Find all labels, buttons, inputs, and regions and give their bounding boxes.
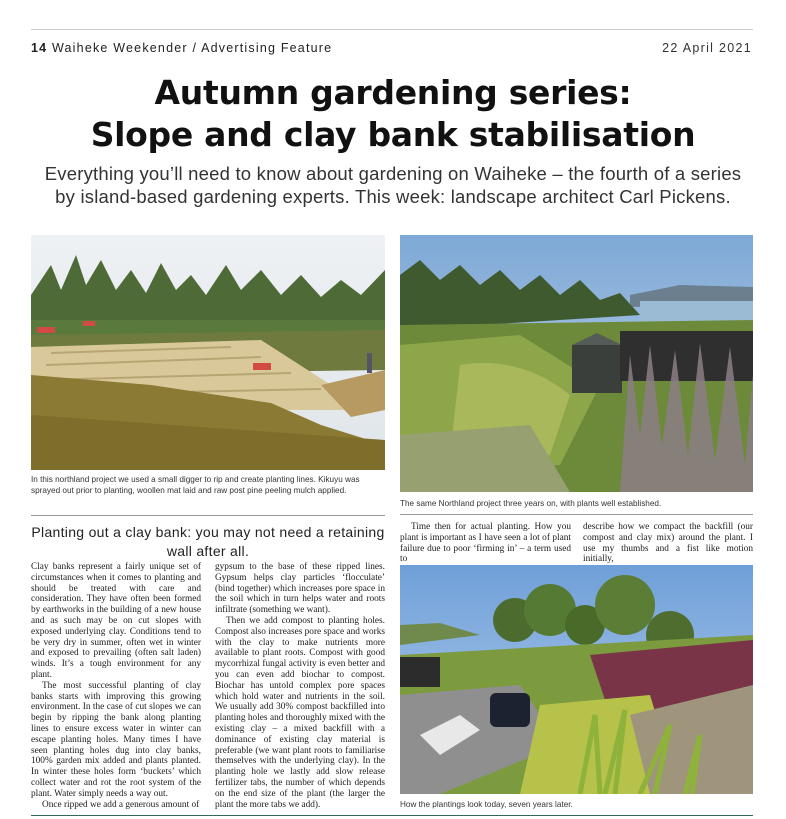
photo-three-years-on-image: [400, 235, 753, 492]
issue-date: 22 April 2021: [662, 41, 752, 55]
photo-clay-bank-ripped-image: [31, 235, 385, 470]
caption-rule-right: [400, 514, 753, 515]
paragraph: Clay banks represent a fairly unique set of circumstances when it comes to planting and should be treated with care and consideration. They have often been formed by earthworks in the building of a new house and as such may be on cut slopes with exposed underlying clay. Conditions tend to be very dry in summer, often wet in winter and exposed to prevailing (often salt laden) winds. It’s a tough environment for any plant.: [31, 562, 201, 680]
photo-2-caption: The same Northland project three years on, with plants well established.: [400, 499, 662, 508]
body-column-3: [400, 522, 571, 565]
paragraph: Then we add compost to planting holes. Compost also increases pore space and works with the clay to make nutrients more available to plant roots. Compost with good mycorrhizal fungal activity is even better and you can even add biochar to compost. Biochar has untold complex pore spaces which hold water and nutrients in the soil. We usually add 30% compost backfilled into planting holes and thoroughly mixed with the existing clay – a mixed backfill with a dominance of existing clay material is preferable (we want plant roots to familiarise themselves with the underlying clay). In the planting hole we lastly add slow release fertilizer tabs, the number of which depends on the end size of the plant (the larger the plant the more tabs we add).: [215, 615, 385, 810]
body-column-4: [583, 522, 753, 565]
headline-line-1: Autumn gardening series:: [154, 73, 632, 112]
headline-line-2: Slope and clay bank stabilisation: [90, 115, 696, 154]
standfirst-line-1: Everything you’ll need to know about gardening on Waiheke – the fourth of a series: [44, 163, 742, 184]
paragraph: Time then for actual planting. How you plant is important as I have seen a lot of plant failure due to poor ‘firming in’ – a term used to: [400, 522, 571, 565]
section-name: Advertising Feature: [201, 41, 333, 55]
photo-1-caption: In this northland project we used a small digger to rip and create planting lines. Kikuyu was sprayed out prior to planting, woollen mat laid and raw post pine peeling mulch applied.: [31, 475, 360, 495]
headline: [0, 72, 786, 156]
photo-seven-years-later-image: [400, 565, 753, 794]
body-column-1: [31, 562, 201, 810]
bottom-rule: [31, 815, 753, 816]
paragraph: The most successful planting of clay banks starts with improving this growing environment. In the case of cut slopes we can begin by ripping the bank along planting lines to ensure excess water in winter can escape planting holes. Many times I have seen planting holes dug into clay banks, 100% garden mix added and plants planted. In winter these holes form ‘buckets’ which collect water and rot the root system of the plant. Water simply needs a way out.: [31, 680, 201, 799]
photo-seven-years-later: [400, 565, 753, 794]
photo-clay-bank-ripped: [31, 235, 385, 470]
folio: [31, 41, 332, 55]
photo-3-caption: How the plantings look today, seven years later.: [400, 800, 573, 809]
body-column-2: [215, 562, 385, 810]
caption-rule-left: [31, 515, 385, 516]
paragraph: describe how we compact the backfill (our compost and clay mix) around the plant. I use my thumbs and a fist like motion initially,: [583, 522, 753, 565]
paragraph: Once ripped we add a generous amount of: [42, 799, 200, 810]
photo-three-years-on: [400, 235, 753, 492]
subheading: Planting out a clay bank: you may not need a retaining wall after all.: [31, 524, 385, 559]
standfirst: [20, 162, 766, 208]
standfirst-line-2: by island-based gardening experts. This week: landscape architect Carl Pickens.: [55, 186, 731, 207]
publication-name: Waiheke Weekender: [52, 41, 188, 55]
top-rule: [31, 29, 753, 30]
paragraph: gypsum to the base of these ripped lines. Gypsum helps clay particles ‘flocculate’ (bind together) which increases pore space in the soil which in turn helps water and roots infiltrate (something we want).: [215, 562, 385, 616]
folio-separator: /: [192, 41, 198, 55]
page-number: 14: [31, 41, 48, 55]
